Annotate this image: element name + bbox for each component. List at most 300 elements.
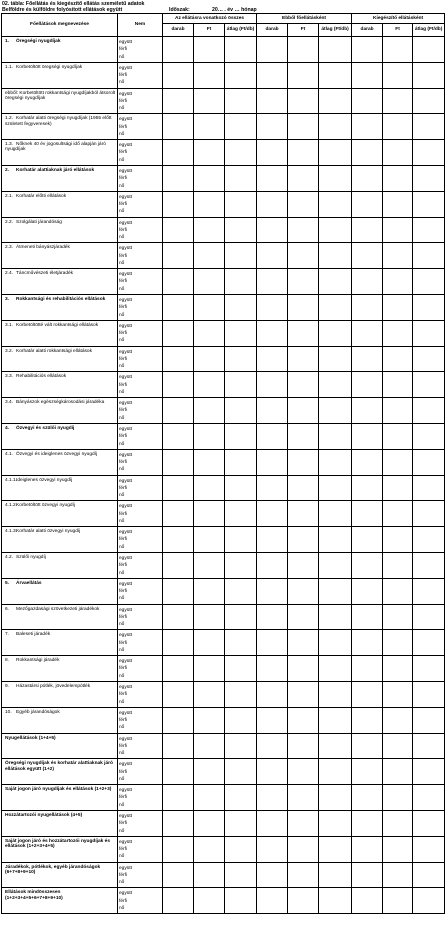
value-cell[interactable] [383, 372, 413, 398]
value-cell[interactable] [163, 140, 194, 166]
value-cell[interactable] [352, 114, 383, 140]
value-cell[interactable] [163, 630, 194, 656]
value-cell[interactable] [225, 888, 257, 914]
value-cell[interactable] [413, 191, 445, 217]
value-cell[interactable] [352, 759, 383, 785]
value-cell[interactable] [319, 552, 352, 578]
value-cell[interactable] [288, 140, 319, 166]
value-cell[interactable] [194, 346, 225, 372]
value-cell[interactable] [225, 681, 257, 707]
value-cell[interactable] [288, 630, 319, 656]
value-cell[interactable] [352, 37, 383, 63]
value-cell[interactable] [225, 836, 257, 862]
value-cell[interactable] [319, 62, 352, 88]
value-cell[interactable] [383, 836, 413, 862]
value-cell[interactable] [288, 656, 319, 682]
value-cell[interactable] [413, 294, 445, 320]
value-cell[interactable] [383, 810, 413, 836]
value-cell[interactable] [383, 449, 413, 475]
value-cell[interactable] [163, 449, 194, 475]
value-cell[interactable] [383, 785, 413, 811]
value-cell[interactable] [163, 191, 194, 217]
value-cell[interactable] [257, 501, 288, 527]
value-cell[interactable] [257, 552, 288, 578]
value-cell[interactable] [225, 449, 257, 475]
value-cell[interactable] [194, 269, 225, 295]
value-cell[interactable] [288, 785, 319, 811]
value-cell[interactable] [194, 656, 225, 682]
value-cell[interactable] [383, 759, 413, 785]
value-cell[interactable] [413, 785, 445, 811]
value-cell[interactable] [383, 37, 413, 63]
value-cell[interactable] [288, 294, 319, 320]
value-cell[interactable] [319, 243, 352, 269]
value-cell[interactable] [225, 62, 257, 88]
value-cell[interactable] [319, 398, 352, 424]
value-cell[interactable] [225, 243, 257, 269]
value-cell[interactable] [194, 759, 225, 785]
value-cell[interactable] [257, 733, 288, 759]
value-cell[interactable] [288, 759, 319, 785]
value-cell[interactable] [352, 810, 383, 836]
value-cell[interactable] [257, 707, 288, 733]
value-cell[interactable] [194, 630, 225, 656]
value-cell[interactable] [163, 527, 194, 553]
value-cell[interactable] [194, 733, 225, 759]
value-cell[interactable] [413, 604, 445, 630]
value-cell[interactable] [413, 810, 445, 836]
value-cell[interactable] [257, 398, 288, 424]
value-cell[interactable] [225, 501, 257, 527]
value-cell[interactable] [319, 320, 352, 346]
value-cell[interactable] [288, 217, 319, 243]
value-cell[interactable] [383, 269, 413, 295]
value-cell[interactable] [352, 320, 383, 346]
value-cell[interactable] [352, 733, 383, 759]
value-cell[interactable] [413, 552, 445, 578]
value-cell[interactable] [352, 862, 383, 888]
value-cell[interactable] [163, 888, 194, 914]
value-cell[interactable] [194, 475, 225, 501]
value-cell[interactable] [225, 88, 257, 114]
value-cell[interactable] [413, 527, 445, 553]
value-cell[interactable] [288, 707, 319, 733]
value-cell[interactable] [352, 269, 383, 295]
value-cell[interactable] [352, 217, 383, 243]
value-cell[interactable] [225, 140, 257, 166]
value-cell[interactable] [383, 475, 413, 501]
value-cell[interactable] [413, 243, 445, 269]
value-cell[interactable] [319, 862, 352, 888]
value-cell[interactable] [163, 604, 194, 630]
value-cell[interactable] [319, 191, 352, 217]
value-cell[interactable] [352, 191, 383, 217]
value-cell[interactable] [288, 604, 319, 630]
value-cell[interactable] [257, 836, 288, 862]
value-cell[interactable] [319, 630, 352, 656]
value-cell[interactable] [257, 759, 288, 785]
value-cell[interactable] [352, 165, 383, 191]
value-cell[interactable] [383, 217, 413, 243]
value-cell[interactable] [163, 681, 194, 707]
value-cell[interactable] [319, 810, 352, 836]
value-cell[interactable] [288, 578, 319, 604]
value-cell[interactable] [163, 269, 194, 295]
value-cell[interactable] [163, 114, 194, 140]
value-cell[interactable] [383, 346, 413, 372]
value-cell[interactable] [288, 836, 319, 862]
value-cell[interactable] [413, 346, 445, 372]
value-cell[interactable] [194, 785, 225, 811]
value-cell[interactable] [352, 398, 383, 424]
value-cell[interactable] [383, 604, 413, 630]
value-cell[interactable] [413, 656, 445, 682]
value-cell[interactable] [194, 449, 225, 475]
value-cell[interactable] [257, 217, 288, 243]
value-cell[interactable] [194, 707, 225, 733]
value-cell[interactable] [257, 140, 288, 166]
value-cell[interactable] [225, 707, 257, 733]
value-cell[interactable] [352, 888, 383, 914]
value-cell[interactable] [225, 191, 257, 217]
value-cell[interactable] [352, 501, 383, 527]
value-cell[interactable] [194, 217, 225, 243]
value-cell[interactable] [163, 707, 194, 733]
value-cell[interactable] [163, 759, 194, 785]
value-cell[interactable] [352, 552, 383, 578]
value-cell[interactable] [163, 656, 194, 682]
value-cell[interactable] [288, 527, 319, 553]
value-cell[interactable] [319, 707, 352, 733]
value-cell[interactable] [194, 527, 225, 553]
value-cell[interactable] [319, 888, 352, 914]
value-cell[interactable] [194, 423, 225, 449]
value-cell[interactable] [257, 423, 288, 449]
value-cell[interactable] [163, 475, 194, 501]
value-cell[interactable] [319, 785, 352, 811]
value-cell[interactable] [257, 62, 288, 88]
value-cell[interactable] [194, 372, 225, 398]
value-cell[interactable] [257, 449, 288, 475]
value-cell[interactable] [352, 243, 383, 269]
value-cell[interactable] [352, 604, 383, 630]
value-cell[interactable] [257, 114, 288, 140]
value-cell[interactable] [194, 88, 225, 114]
value-cell[interactable] [225, 114, 257, 140]
value-cell[interactable] [319, 372, 352, 398]
value-cell[interactable] [352, 681, 383, 707]
value-cell[interactable] [288, 88, 319, 114]
value-cell[interactable] [257, 888, 288, 914]
value-cell[interactable] [257, 475, 288, 501]
value-cell[interactable] [413, 114, 445, 140]
value-cell[interactable] [225, 604, 257, 630]
value-cell[interactable] [163, 346, 194, 372]
value-cell[interactable] [413, 836, 445, 862]
value-cell[interactable] [163, 862, 194, 888]
value-cell[interactable] [383, 501, 413, 527]
value-cell[interactable] [319, 656, 352, 682]
value-cell[interactable] [319, 527, 352, 553]
value-cell[interactable] [194, 888, 225, 914]
value-cell[interactable] [257, 88, 288, 114]
value-cell[interactable] [413, 862, 445, 888]
value-cell[interactable] [288, 501, 319, 527]
value-cell[interactable] [383, 630, 413, 656]
value-cell[interactable] [288, 888, 319, 914]
value-cell[interactable] [257, 578, 288, 604]
value-cell[interactable] [319, 733, 352, 759]
value-cell[interactable] [352, 88, 383, 114]
value-cell[interactable] [352, 346, 383, 372]
value-cell[interactable] [383, 862, 413, 888]
value-cell[interactable] [319, 836, 352, 862]
value-cell[interactable] [383, 423, 413, 449]
value-cell[interactable] [225, 656, 257, 682]
value-cell[interactable] [413, 165, 445, 191]
value-cell[interactable] [194, 501, 225, 527]
value-cell[interactable] [194, 320, 225, 346]
value-cell[interactable] [288, 37, 319, 63]
value-cell[interactable] [225, 733, 257, 759]
value-cell[interactable] [288, 681, 319, 707]
value-cell[interactable] [413, 37, 445, 63]
value-cell[interactable] [225, 294, 257, 320]
value-cell[interactable] [225, 269, 257, 295]
value-cell[interactable] [288, 269, 319, 295]
value-cell[interactable] [383, 165, 413, 191]
value-cell[interactable] [257, 810, 288, 836]
value-cell[interactable] [319, 681, 352, 707]
value-cell[interactable] [257, 630, 288, 656]
value-cell[interactable] [288, 862, 319, 888]
value-cell[interactable] [225, 578, 257, 604]
value-cell[interactable] [163, 810, 194, 836]
value-cell[interactable] [194, 810, 225, 836]
value-cell[interactable] [225, 165, 257, 191]
value-cell[interactable] [225, 372, 257, 398]
value-cell[interactable] [413, 733, 445, 759]
value-cell[interactable] [383, 88, 413, 114]
value-cell[interactable] [413, 578, 445, 604]
value-cell[interactable] [163, 836, 194, 862]
value-cell[interactable] [194, 37, 225, 63]
value-cell[interactable] [257, 862, 288, 888]
value-cell[interactable] [225, 320, 257, 346]
value-cell[interactable] [257, 656, 288, 682]
value-cell[interactable] [163, 552, 194, 578]
value-cell[interactable] [383, 681, 413, 707]
value-cell[interactable] [383, 320, 413, 346]
value-cell[interactable] [413, 398, 445, 424]
value-cell[interactable] [352, 707, 383, 733]
value-cell[interactable] [225, 423, 257, 449]
value-cell[interactable] [225, 37, 257, 63]
value-cell[interactable] [319, 114, 352, 140]
value-cell[interactable] [225, 217, 257, 243]
value-cell[interactable] [194, 836, 225, 862]
value-cell[interactable] [163, 217, 194, 243]
value-cell[interactable] [163, 372, 194, 398]
value-cell[interactable] [413, 759, 445, 785]
value-cell[interactable] [383, 191, 413, 217]
value-cell[interactable] [413, 269, 445, 295]
value-cell[interactable] [319, 578, 352, 604]
value-cell[interactable] [194, 114, 225, 140]
value-cell[interactable] [352, 656, 383, 682]
value-cell[interactable] [225, 862, 257, 888]
value-cell[interactable] [288, 733, 319, 759]
value-cell[interactable] [413, 630, 445, 656]
value-cell[interactable] [413, 88, 445, 114]
value-cell[interactable] [225, 527, 257, 553]
value-cell[interactable] [319, 423, 352, 449]
value-cell[interactable] [288, 449, 319, 475]
value-cell[interactable] [319, 294, 352, 320]
value-cell[interactable] [319, 759, 352, 785]
value-cell[interactable] [383, 114, 413, 140]
value-cell[interactable] [257, 320, 288, 346]
value-cell[interactable] [194, 294, 225, 320]
value-cell[interactable] [352, 836, 383, 862]
value-cell[interactable] [288, 475, 319, 501]
value-cell[interactable] [163, 243, 194, 269]
value-cell[interactable] [194, 604, 225, 630]
value-cell[interactable] [225, 810, 257, 836]
value-cell[interactable] [319, 217, 352, 243]
value-cell[interactable] [194, 578, 225, 604]
value-cell[interactable] [163, 37, 194, 63]
value-cell[interactable] [225, 785, 257, 811]
value-cell[interactable] [163, 88, 194, 114]
value-cell[interactable] [413, 423, 445, 449]
value-cell[interactable] [194, 862, 225, 888]
value-cell[interactable] [194, 398, 225, 424]
value-cell[interactable] [352, 62, 383, 88]
value-cell[interactable] [352, 423, 383, 449]
value-cell[interactable] [194, 243, 225, 269]
value-cell[interactable] [194, 191, 225, 217]
value-cell[interactable] [383, 656, 413, 682]
value-cell[interactable] [288, 114, 319, 140]
value-cell[interactable] [257, 604, 288, 630]
value-cell[interactable] [319, 269, 352, 295]
value-cell[interactable] [257, 785, 288, 811]
value-cell[interactable] [288, 423, 319, 449]
value-cell[interactable] [352, 785, 383, 811]
value-cell[interactable] [288, 191, 319, 217]
value-cell[interactable] [257, 269, 288, 295]
value-cell[interactable] [163, 294, 194, 320]
value-cell[interactable] [383, 733, 413, 759]
value-cell[interactable] [352, 630, 383, 656]
value-cell[interactable] [194, 62, 225, 88]
value-cell[interactable] [257, 37, 288, 63]
value-cell[interactable] [163, 578, 194, 604]
value-cell[interactable] [225, 759, 257, 785]
value-cell[interactable] [194, 681, 225, 707]
value-cell[interactable] [413, 320, 445, 346]
value-cell[interactable] [194, 140, 225, 166]
value-cell[interactable] [257, 372, 288, 398]
value-cell[interactable] [288, 552, 319, 578]
value-cell[interactable] [413, 372, 445, 398]
value-cell[interactable] [257, 243, 288, 269]
value-cell[interactable] [319, 604, 352, 630]
value-cell[interactable] [383, 243, 413, 269]
value-cell[interactable] [383, 707, 413, 733]
value-cell[interactable] [257, 681, 288, 707]
value-cell[interactable] [383, 888, 413, 914]
value-cell[interactable] [288, 346, 319, 372]
value-cell[interactable] [163, 398, 194, 424]
value-cell[interactable] [352, 475, 383, 501]
value-cell[interactable] [413, 888, 445, 914]
value-cell[interactable] [352, 140, 383, 166]
value-cell[interactable] [225, 630, 257, 656]
value-cell[interactable] [352, 372, 383, 398]
value-cell[interactable] [319, 475, 352, 501]
value-cell[interactable] [413, 501, 445, 527]
value-cell[interactable] [383, 294, 413, 320]
value-cell[interactable] [383, 552, 413, 578]
value-cell[interactable] [413, 62, 445, 88]
value-cell[interactable] [163, 165, 194, 191]
value-cell[interactable] [225, 475, 257, 501]
value-cell[interactable] [288, 398, 319, 424]
value-cell[interactable] [163, 785, 194, 811]
value-cell[interactable] [319, 165, 352, 191]
value-cell[interactable] [225, 346, 257, 372]
value-cell[interactable] [288, 810, 319, 836]
value-cell[interactable] [319, 140, 352, 166]
value-cell[interactable] [163, 62, 194, 88]
value-cell[interactable] [225, 552, 257, 578]
value-cell[interactable] [352, 578, 383, 604]
value-cell[interactable] [225, 398, 257, 424]
value-cell[interactable] [257, 191, 288, 217]
value-cell[interactable] [383, 62, 413, 88]
value-cell[interactable] [383, 578, 413, 604]
value-cell[interactable] [383, 398, 413, 424]
value-cell[interactable] [352, 294, 383, 320]
value-cell[interactable] [163, 423, 194, 449]
value-cell[interactable] [288, 243, 319, 269]
value-cell[interactable] [163, 501, 194, 527]
value-cell[interactable] [257, 527, 288, 553]
value-cell[interactable] [319, 88, 352, 114]
value-cell[interactable] [413, 475, 445, 501]
value-cell[interactable] [194, 165, 225, 191]
value-cell[interactable] [288, 62, 319, 88]
value-cell[interactable] [194, 552, 225, 578]
value-cell[interactable] [288, 320, 319, 346]
value-cell[interactable] [413, 217, 445, 243]
value-cell[interactable] [383, 140, 413, 166]
value-cell[interactable] [163, 320, 194, 346]
value-cell[interactable] [413, 449, 445, 475]
value-cell[interactable] [319, 449, 352, 475]
value-cell[interactable] [257, 346, 288, 372]
value-cell[interactable] [288, 165, 319, 191]
value-cell[interactable] [257, 294, 288, 320]
value-cell[interactable] [352, 527, 383, 553]
value-cell[interactable] [413, 140, 445, 166]
value-cell[interactable] [319, 37, 352, 63]
value-cell[interactable] [383, 527, 413, 553]
value-cell[interactable] [413, 681, 445, 707]
value-cell[interactable] [319, 346, 352, 372]
